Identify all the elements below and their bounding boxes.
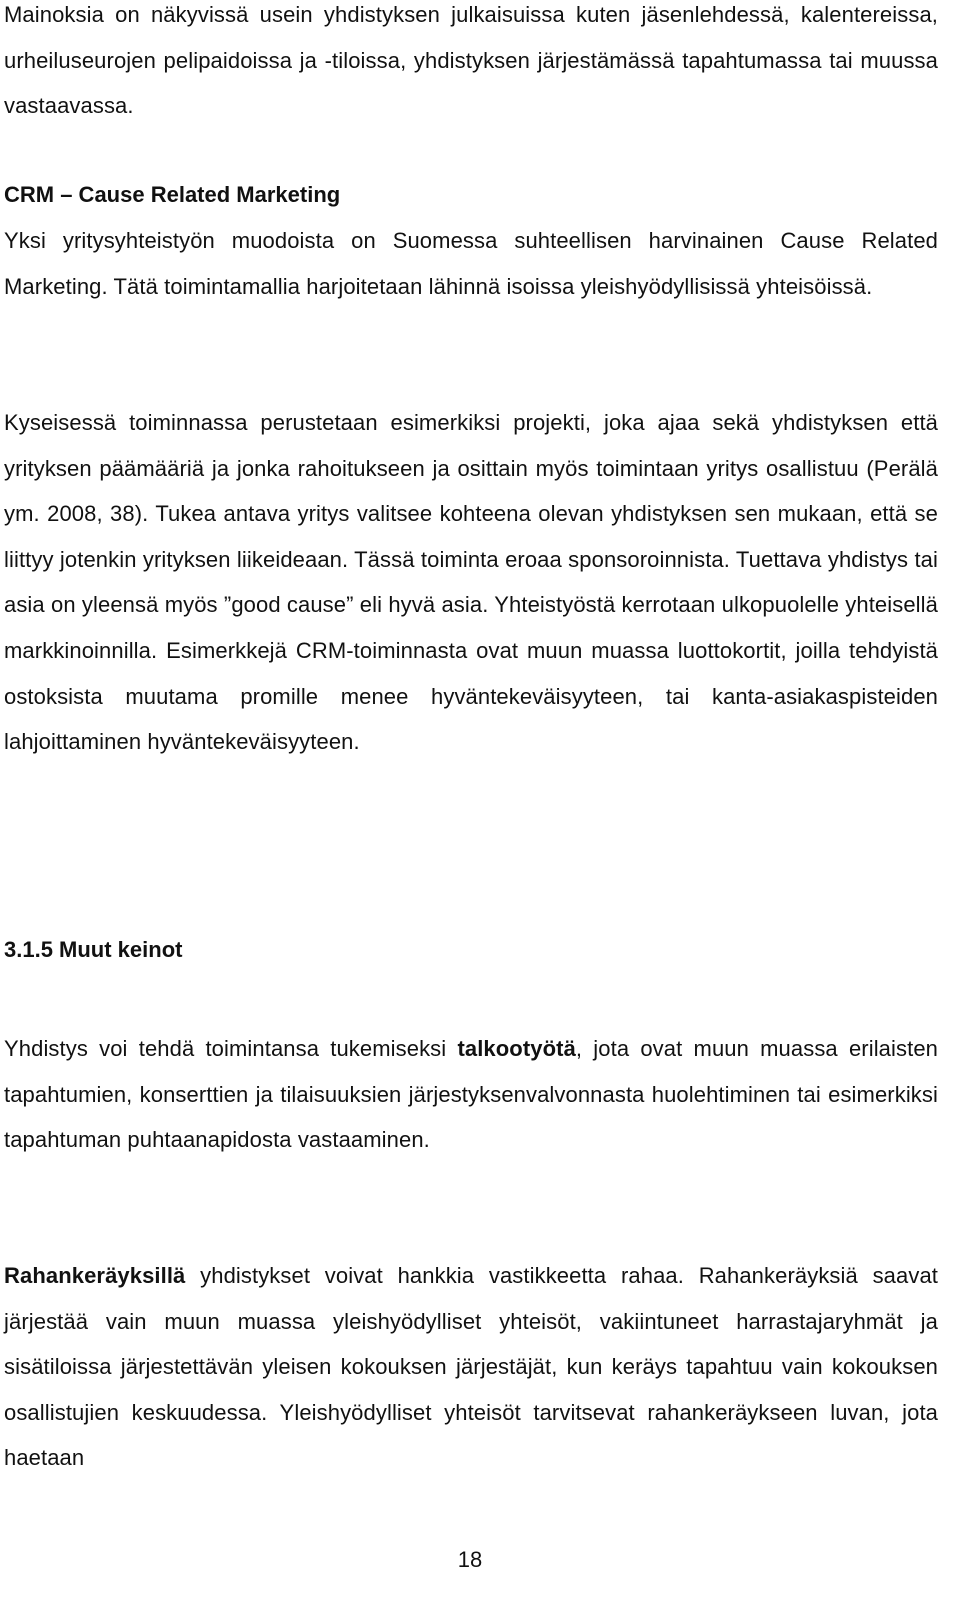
page-number: 18 — [457, 1547, 483, 1572]
section-heading: 3.1.5 Muut keinot — [4, 937, 183, 962]
talkoo-text-before: Yhdistys voi tehdä toimintansa tukemiseksi — [4, 1036, 458, 1061]
talkoo-term: talkootyötä — [457, 1036, 576, 1061]
crm-paragraph-2: Kyseisessä toiminnassa perustetaan esimerkiksi projekti, joka ajaa sekä yhdistyksen että yrityksen päämääriä ja jonka rahoitukseen ja osittain myös toimintaan yritys osallistuu (Perälä ym. 2008, 38). Tukea antava yritys valitsee kohteena olevan yhdistyksen sen mukaan, että se liittyy jotenkin yrityksen liikeideaan. Tässä toiminta eroaa sponsoroinnista. Tuettava yhdistys tai asia on yleensä myös ”good cause” eli hyvä asia. Yhteistyöstä kerrotaan ulkopuolelle yhteisellä markkinoinnilla. Esimerkkejä CRM-toiminnasta ovat muun muassa luottokortit, joilla tehdyistä ostoksista muutama promille menee hyväntekeväisyyteen, tai kanta-asiakaspisteiden lahjoittaminen hyväntekeväisyyteen. — [4, 410, 938, 755]
talkoo-paragraph — [4, 1026, 938, 1163]
talkoo-text-after: , jota ovat muun muassa erilaisten tapahtumien, konserttien ja tilaisuuksien järjestyksenvalvonnasta huolehtiminen tai esimerkiksi tapahtuman puhtaanapidosta vastaaminen. — [4, 1036, 938, 1153]
intro-paragraph: Mainoksia on näkyvissä usein yhdistyksen julkaisuissa kuten jäsenlehdessä, kalentereissa, urheiluseurojen pelipaidoissa ja -tiloissa, yhdistyksen järjestämässä tapahtumassa tai muussa vastaavassa. — [4, 2, 938, 119]
crm-paragraph-1: Yksi yritysyhteistyön muodoista on Suomessa suhteellisen harvinainen Cause Related Marketing. Tätä toimintamallia harjoitetaan lähinnä isoissa yleishyödyllisissä yhteisöissä. — [4, 228, 938, 299]
rahankerays-paragraph — [4, 1253, 938, 1481]
rahankerays-text: yhdistykset voivat hankkia vastikkeetta rahaa. Rahankeräyksiä saavat järjestää vain muun muassa yleishyödylliset yhteisöt, vakiintuneet harrastajaryhmät ja sisätiloissa järjestettävän yleisen kokouksen järjestäjät, kun keräys tapahtuu vain kokouksen osallistujien keskuudessa. Yleishyödylliset yhteisöt tarvitsevat rahankeräykseen luvan, jota haetaan — [4, 1263, 938, 1471]
rahankerays-term: Rahankeräyksillä — [4, 1263, 186, 1288]
crm-heading: CRM – Cause Related Marketing — [4, 182, 341, 207]
